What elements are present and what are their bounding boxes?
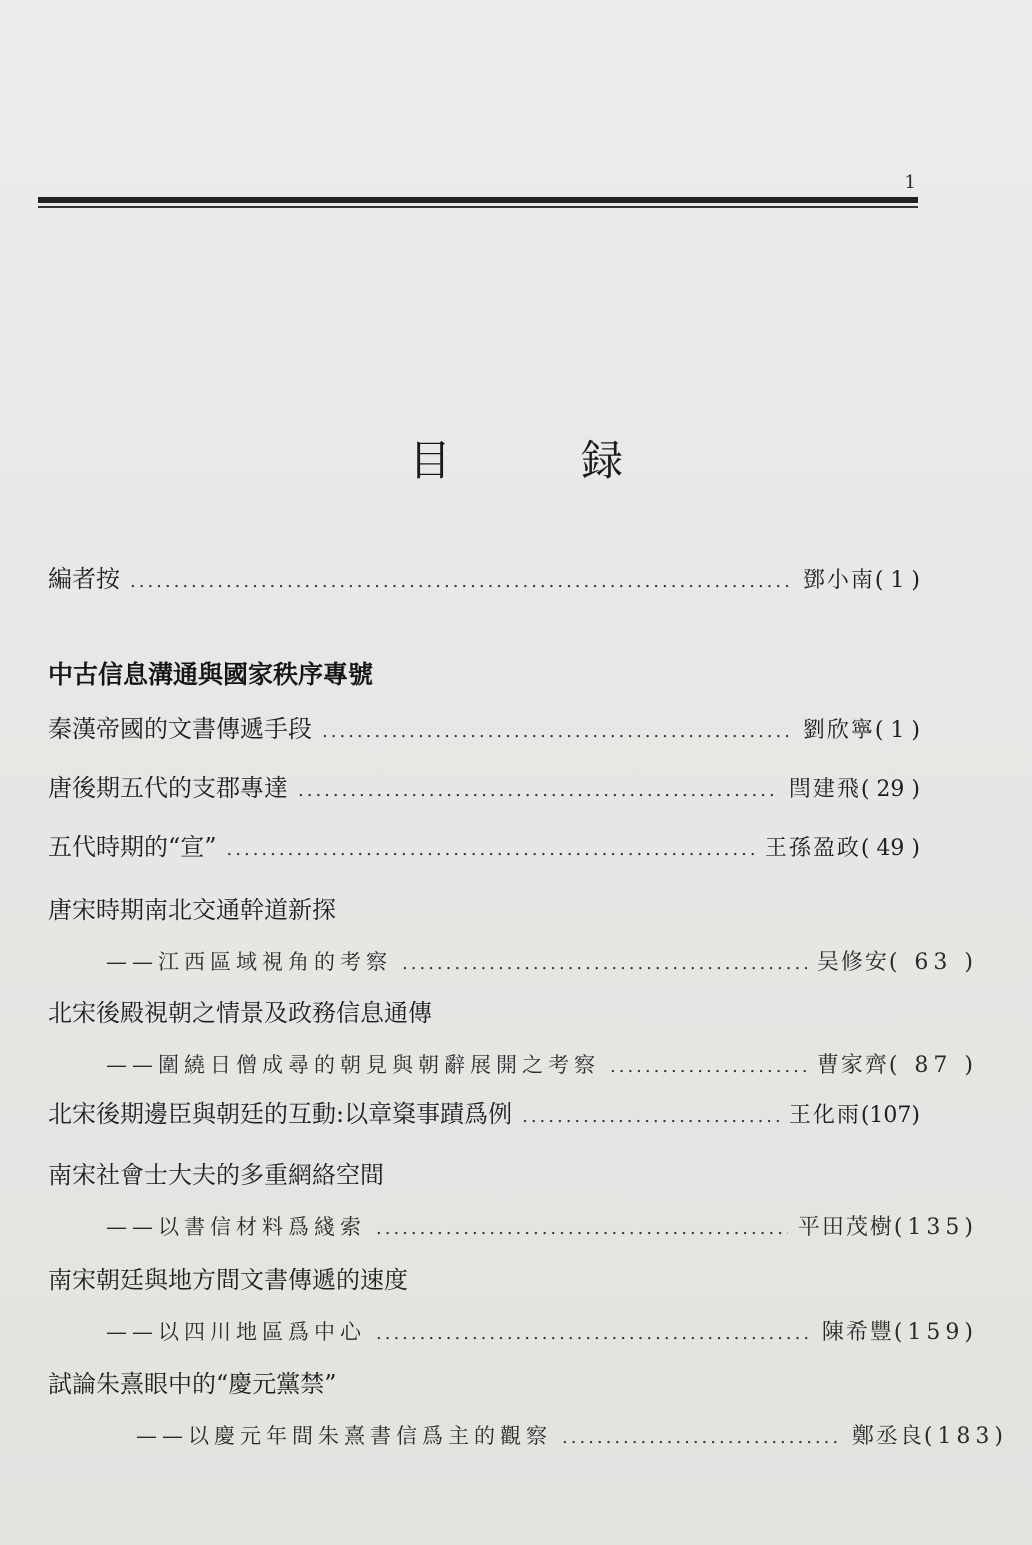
toc-title: 目 録 — [408, 436, 667, 485]
entry-author: 曹家齊 — [816, 1053, 889, 1078]
toc-entry-subtitle-row — [48, 1419, 1008, 1455]
header-rule-thick — [38, 197, 918, 203]
toc-entry-subtitle-row — [48, 945, 978, 981]
entry-page: ( 1 ) — [874, 568, 920, 593]
toc-entry-row — [48, 1097, 920, 1134]
entry-author: 平田茂樹 — [797, 1215, 894, 1240]
toc-entry-title-row — [48, 996, 920, 1030]
entry-page: (135) — [893, 1215, 978, 1240]
page-number: 1 — [904, 172, 916, 193]
entry-title: 北宋後期邊臣與朝廷的互動:以章楶事蹟爲例 — [48, 1100, 513, 1128]
leader-dots — [376, 1212, 788, 1246]
header-double-rule — [38, 197, 918, 209]
toc-entry-row — [48, 562, 920, 599]
entry-title: 南宋社會士大夫的多重網絡空間 — [48, 1161, 384, 1189]
entry-page: (107) — [860, 1103, 920, 1128]
toc-entry — [48, 893, 978, 981]
toc-entry-editor-note — [48, 562, 920, 599]
toc-entry-subtitle-row — [48, 1210, 978, 1246]
entry-author: 陳希豐 — [821, 1320, 894, 1345]
entry-title: 北宋後殿視朝之情景及政務信息通傳 — [48, 999, 432, 1027]
toc-entry-row — [48, 712, 920, 749]
toc-entry — [48, 1263, 978, 1351]
entry-subtitle: ——以慶元年間朱熹書信爲主的觀察 — [136, 1424, 552, 1448]
entry-title: 秦漢帝國的文書傳遞手段 — [48, 715, 312, 743]
entry-page: ( 87 ) — [888, 1053, 978, 1078]
entry-author: 鄧小南 — [802, 568, 875, 593]
toc-entry-row — [48, 830, 920, 867]
toc-entry — [48, 771, 920, 808]
entry-author: 王化雨 — [788, 1103, 861, 1128]
leader-dots — [610, 1050, 807, 1084]
entry-page: ( 63 ) — [888, 950, 978, 975]
leader-dots — [402, 947, 807, 981]
toc-entry-title-row — [48, 1158, 920, 1192]
entry-page: ( 1 ) — [874, 718, 920, 743]
entry-page: (159) — [893, 1320, 978, 1345]
entry-page: ( 29 ) — [860, 777, 920, 802]
leader-dots — [562, 1421, 842, 1455]
leader-dots — [298, 774, 779, 808]
entry-title: 唐後期五代的支郡專達 — [48, 774, 288, 802]
entry-subtitle: ——圍繞日僧成尋的朝見與朝辭展開之考察 — [106, 1053, 600, 1077]
toc-entry-subtitle-row — [48, 1315, 978, 1351]
toc-entry-title-row — [48, 1367, 920, 1401]
leader-dots — [522, 1100, 779, 1134]
toc-entry — [48, 1097, 920, 1134]
entry-author: 王孫盈政 — [764, 836, 861, 861]
header-rule-thin — [38, 206, 918, 208]
toc-entry-subtitle-row — [48, 1048, 978, 1084]
entry-author: 吴修安 — [816, 950, 889, 975]
leader-dots — [376, 1317, 812, 1351]
toc-entry — [48, 1367, 1008, 1455]
entry-title: 南宋朝廷與地方間文書傳遞的速度 — [48, 1266, 408, 1294]
toc-entry-title-row — [48, 1263, 920, 1297]
toc-entry — [48, 830, 920, 867]
entry-author: 劉欣寧 — [802, 718, 875, 743]
entry-title: 唐宋時期南北交通幹道新探 — [48, 896, 336, 924]
leader-dots — [227, 833, 755, 867]
entry-subtitle: ——以書信材料爲綫索 — [106, 1215, 366, 1239]
entry-title: 編者按 — [48, 565, 120, 593]
entry-page: ( 49 ) — [860, 836, 920, 861]
entry-title: 試論朱熹眼中的“慶元黨禁” — [48, 1370, 337, 1398]
toc-entry — [48, 996, 978, 1084]
entry-title: 五代時期的“宣” — [48, 833, 217, 861]
leader-dots — [322, 715, 793, 749]
entry-subtitle: ——以四川地區爲中心 — [106, 1320, 366, 1344]
entry-page: (183) — [923, 1424, 1008, 1449]
toc-entry-title-row — [48, 893, 920, 927]
toc-entry-row — [48, 771, 920, 808]
entry-subtitle: ——江西區域視角的考察 — [106, 950, 392, 974]
toc-entry — [48, 712, 920, 749]
entry-author: 鄭丞良 — [851, 1424, 924, 1449]
toc-entry — [48, 1158, 978, 1246]
leader-dots — [130, 565, 793, 599]
entry-author: 閆建飛 — [788, 777, 861, 802]
section-heading: 中古信息溝通與國家秩序專號 — [48, 660, 374, 689]
